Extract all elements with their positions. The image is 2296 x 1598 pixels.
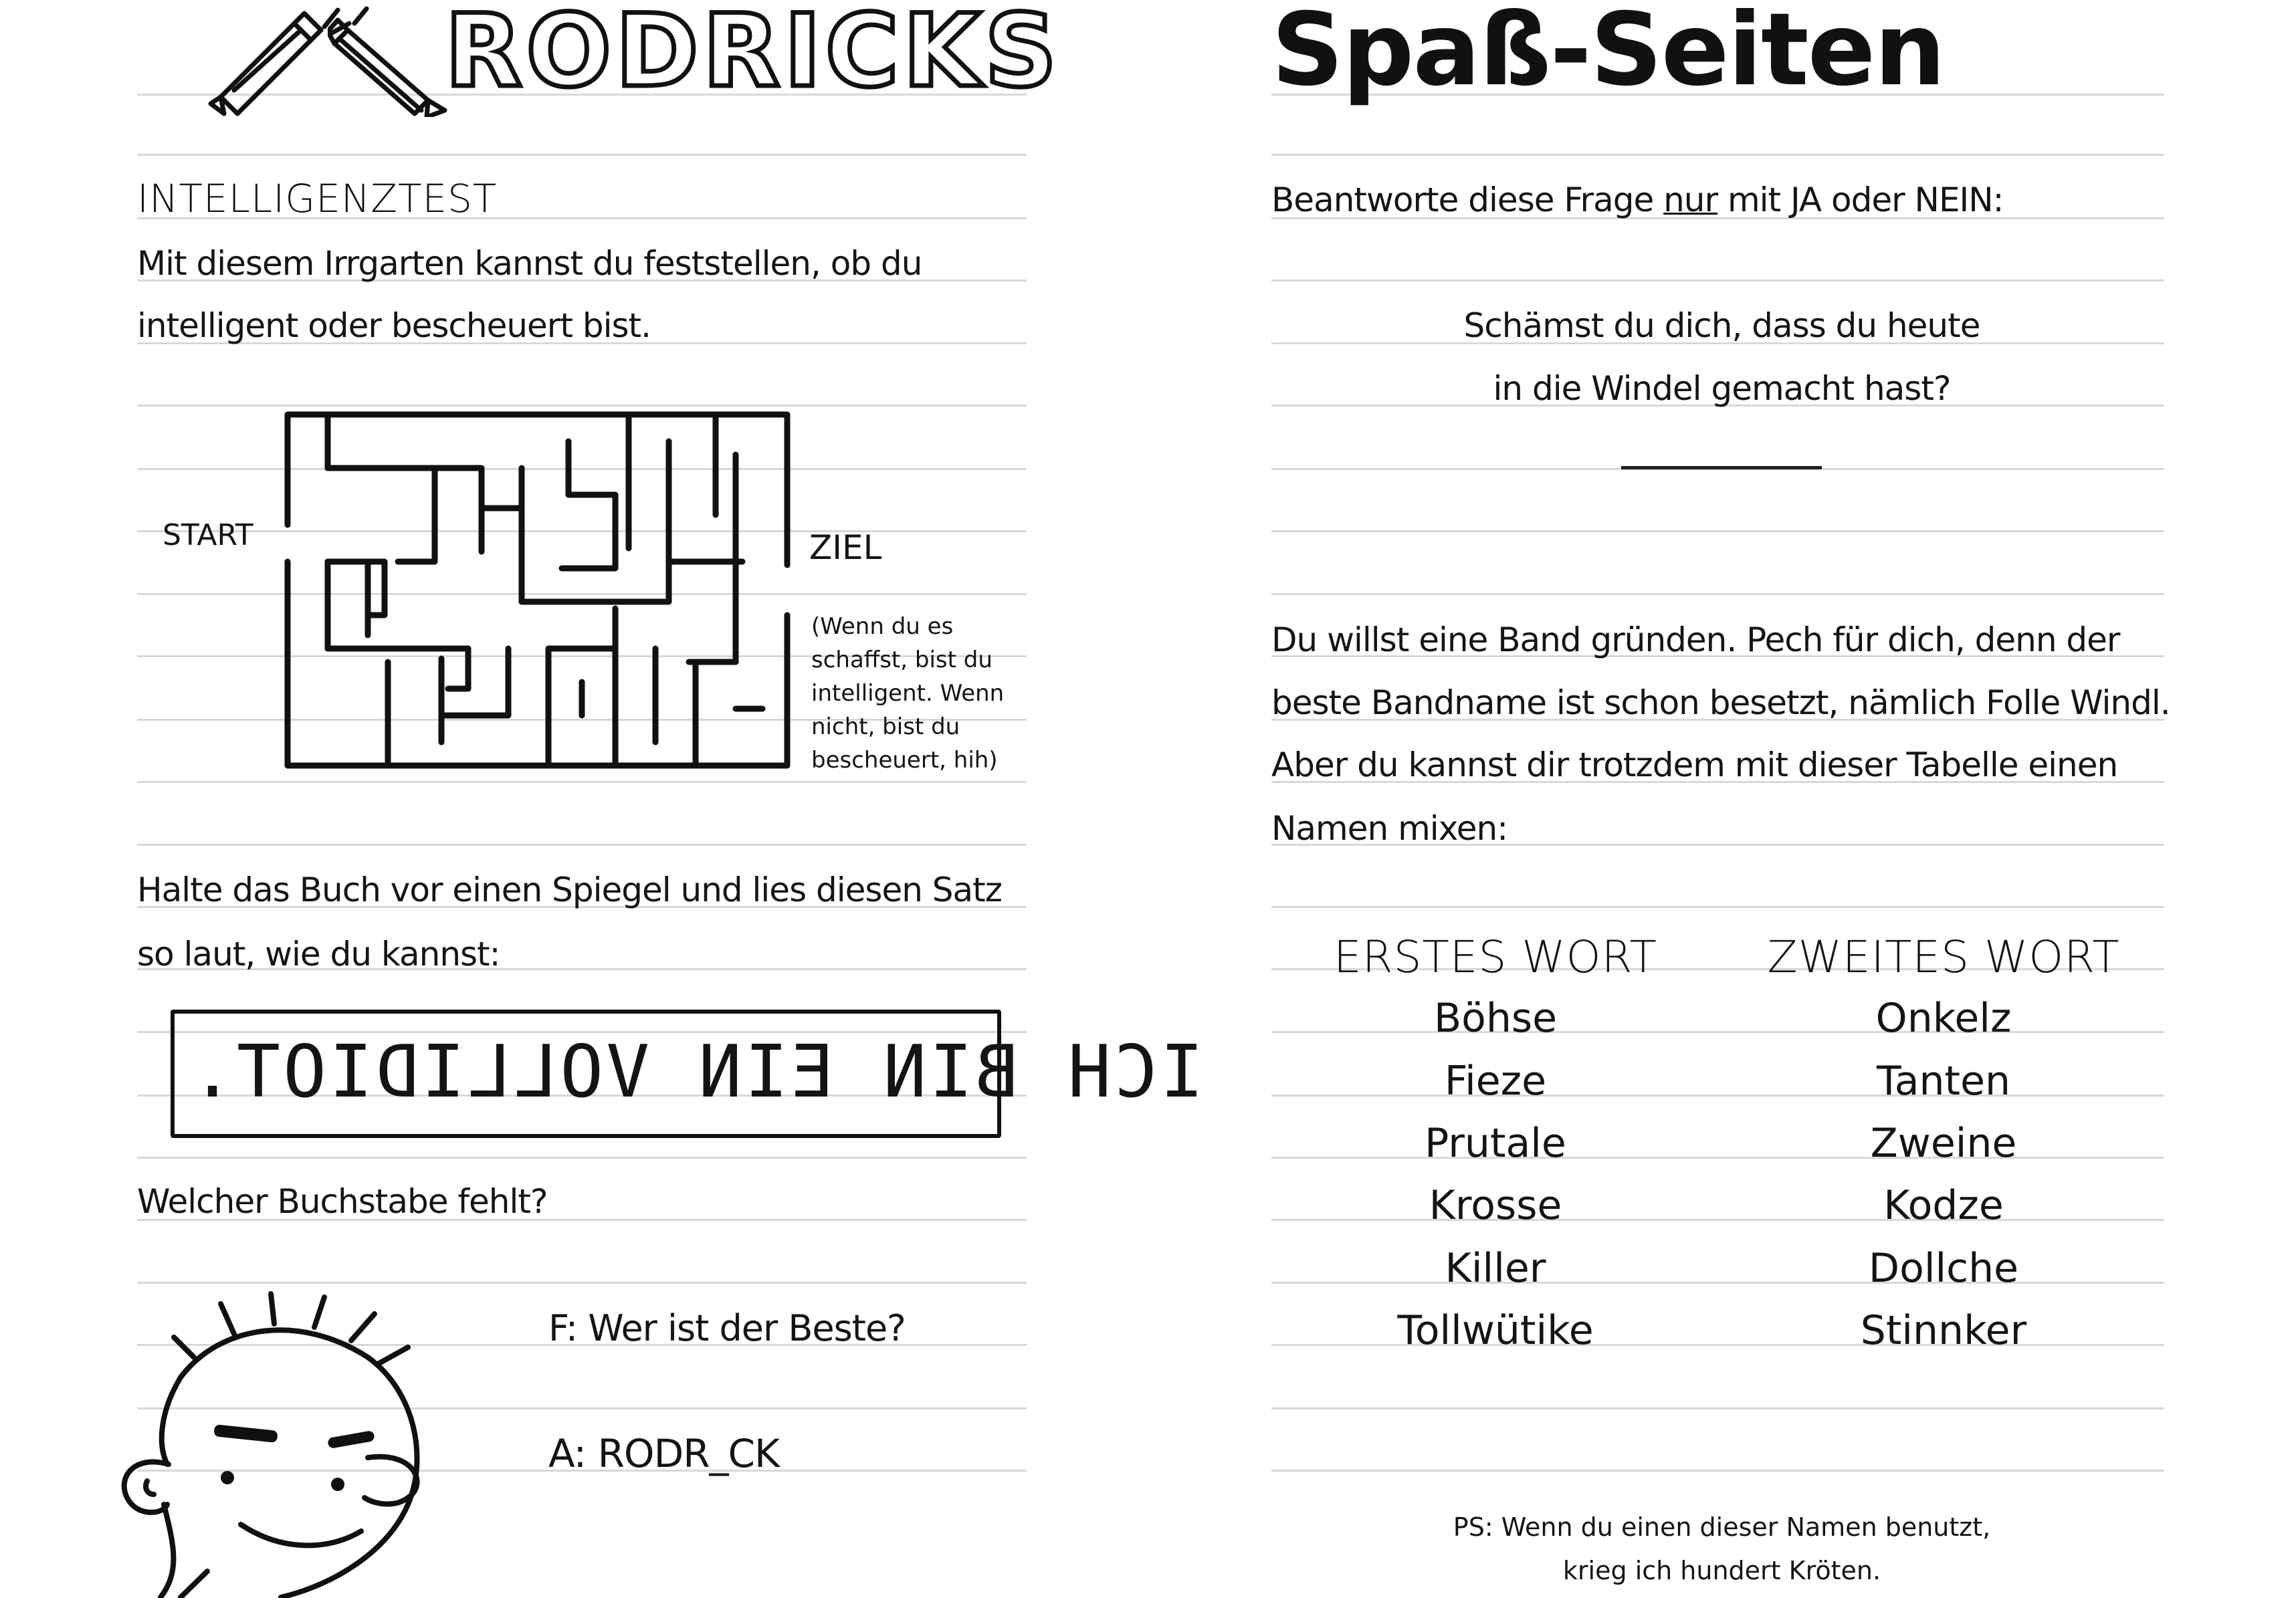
list-item: Tollwütike xyxy=(1397,1307,1594,1354)
list-item: Böhse xyxy=(1433,995,1558,1042)
maze-note-line: schaffst, bist du xyxy=(811,647,993,673)
body-text: intelligent oder bescheuert bist. xyxy=(137,306,651,345)
answer-blank[interactable] xyxy=(1621,466,1822,469)
list-item: Dollche xyxy=(1868,1245,2019,1292)
body-text: Halte das Buch vor einen Spiegel und lies diesen Satz xyxy=(137,871,1003,909)
body-text: Namen mixen: xyxy=(1271,809,1508,848)
list-item: Zweine xyxy=(1870,1120,2017,1167)
maze-note xyxy=(811,610,1004,777)
page-title: RODRICKS xyxy=(445,0,1061,110)
riddle-answer: A: RODR_CK xyxy=(548,1431,780,1476)
list-item: Stinnker xyxy=(1860,1307,2027,1354)
maze[interactable] xyxy=(268,394,816,796)
rodrick-face-illustration xyxy=(80,1284,455,1598)
riddle-question: F: Wer ist der Beste? xyxy=(548,1307,906,1349)
list-item: Onkelz xyxy=(1875,995,2012,1042)
list-item: Kodze xyxy=(1883,1182,2004,1229)
maze-note-line: (Wenn du es xyxy=(811,613,954,640)
question-line: Schämst du dich, dass du heute xyxy=(1463,306,1980,345)
prompt-emphasis: nur xyxy=(1663,181,1718,219)
list-item: Killer xyxy=(1445,1245,1546,1292)
list-item: Prutale xyxy=(1425,1120,1566,1167)
question-line: in die Windel gemacht hast? xyxy=(1493,369,1951,408)
body-text: Du willst eine Band gründen. Pech für dich, denn der xyxy=(1271,620,2120,659)
prompt-text: Beantworte diese Frage xyxy=(1271,181,1664,219)
body-text: Aber du kannst dir trotzdem mit dieser Tabelle einen xyxy=(1271,746,2118,784)
prompt-text: mit JA oder NEIN: xyxy=(1717,181,2004,219)
body-text: beste Bandname ist schon besetzt, nämlich Folle Windl. xyxy=(1271,683,2170,722)
list-item: Tanten xyxy=(1877,1058,2010,1105)
maze-start-label: START xyxy=(163,518,253,552)
mirror-sentence-box xyxy=(171,1010,1204,1138)
maze-note-line: bescheuert, hih) xyxy=(811,747,998,774)
list-item: Krosse xyxy=(1429,1182,1562,1229)
ps-note: PS: Wenn du einen dieser Namen benutzt, xyxy=(1453,1512,1991,1542)
ps-note: krieg ich hundert Kröten. xyxy=(1562,1556,1881,1585)
body-text: so laut, wie du kannst: xyxy=(137,935,500,974)
maze-note-line: intelligent. Wenn xyxy=(811,680,1005,707)
body-text: Mit diesem Irrgarten kannst du feststellen, ob du xyxy=(137,244,922,283)
column-header: ZWEITES WORT xyxy=(1767,931,2120,983)
list-item: Fieze xyxy=(1444,1058,1547,1105)
right-page xyxy=(1148,0,2296,1597)
maze-goal-label: ZIEL xyxy=(809,528,882,567)
mirror-sentence: ICH BIN EIN VOLLIDIOT. xyxy=(188,1030,1204,1114)
column-header: ERSTES WORT xyxy=(1334,931,1657,983)
maze-note-line: nicht, bist du xyxy=(811,713,960,740)
page-title: Spaß-Seiten xyxy=(1271,0,1945,108)
section-heading: INTELLIGENZTEST xyxy=(137,176,498,221)
body-text: Welcher Buchstabe fehlt? xyxy=(137,1182,548,1221)
question-prompt xyxy=(1271,181,2004,219)
